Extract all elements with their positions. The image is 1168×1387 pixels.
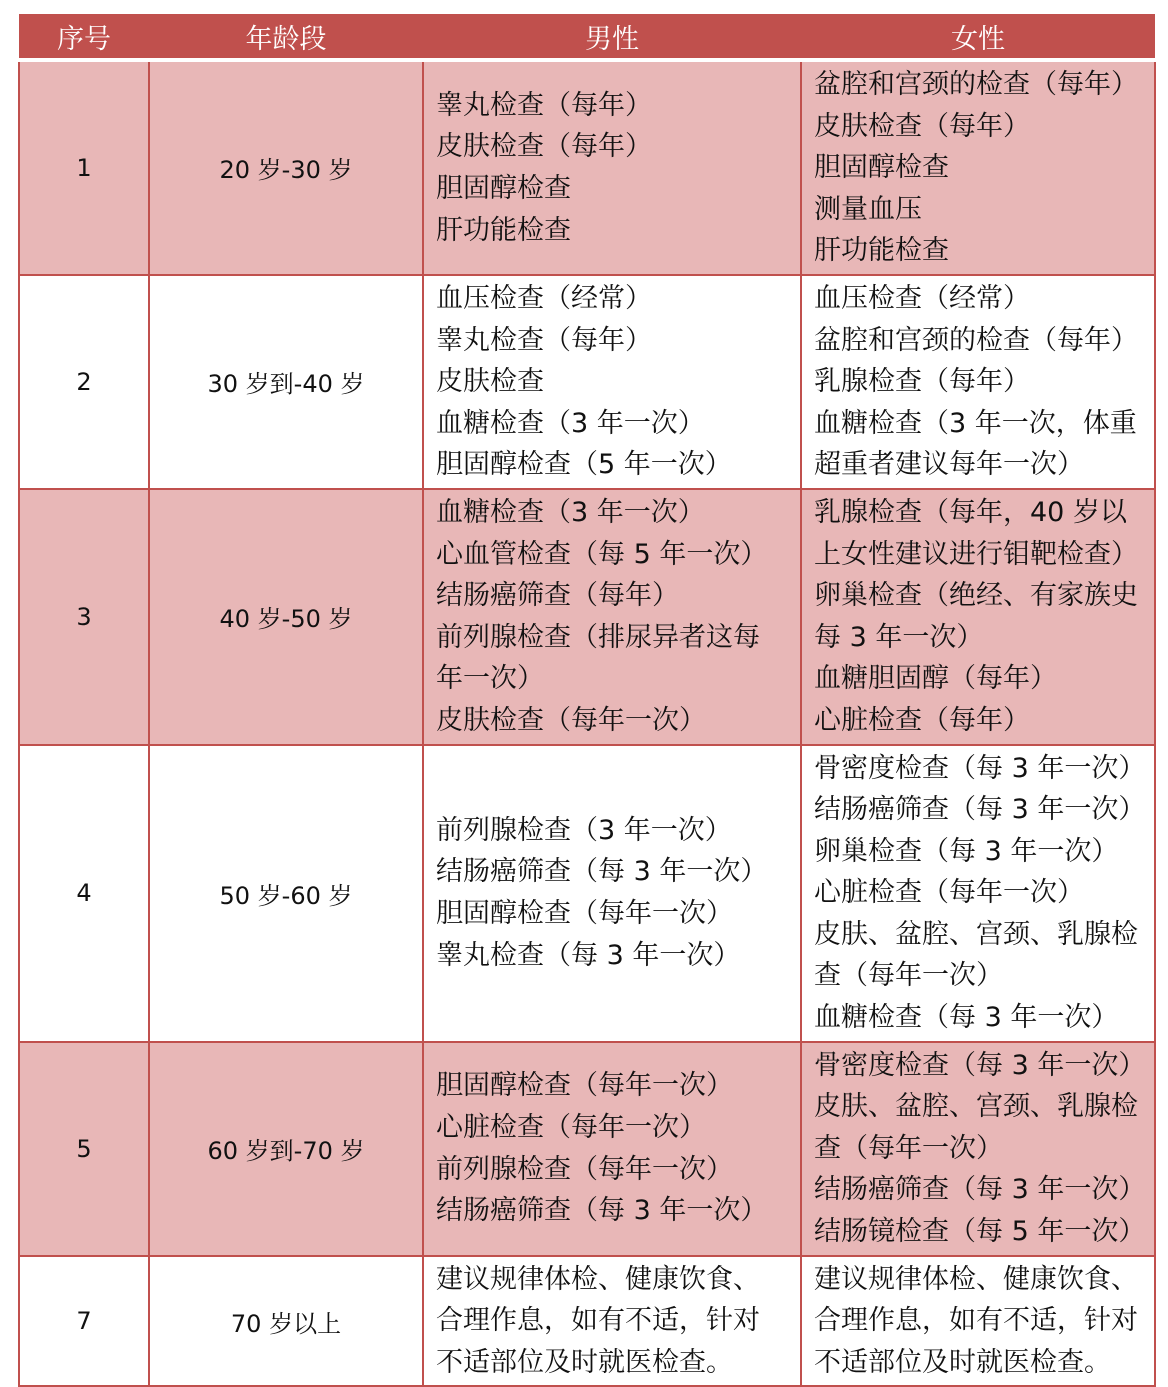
- check-item: 肝功能检查: [436, 214, 571, 246]
- row-number: 1: [19, 60, 149, 275]
- check-item: 年一次）: [436, 663, 544, 695]
- male-checks: [423, 1042, 801, 1256]
- check-item: 肝功能检查: [814, 235, 949, 267]
- check-item: 卵巢检查（绝经、有家族史: [814, 580, 1138, 612]
- check-item: 合理作息，如有不适，针对: [436, 1305, 760, 1337]
- check-item: 胆固醇检查: [436, 172, 571, 204]
- age-range: 40 岁-50 岁: [149, 489, 423, 745]
- table-body: [19, 60, 1155, 1386]
- check-item: 血糖检查（3 年一次）: [436, 407, 705, 439]
- table-row: [19, 275, 1155, 489]
- check-item: 皮肤检查（每年）: [436, 131, 652, 163]
- check-item: 不适部位及时就医检查。: [814, 1346, 1111, 1378]
- health-checkup-table: [18, 14, 1156, 1387]
- check-item: 骨密度检查（每 3 年一次）: [814, 1049, 1146, 1081]
- male-checks: [423, 745, 801, 1042]
- female-checks: [801, 1256, 1155, 1387]
- check-item: 皮肤、盆腔、宫颈、乳腺检: [814, 1091, 1138, 1123]
- male-checks: [423, 275, 801, 489]
- check-item: 胆固醇检查（每年一次）: [436, 1070, 733, 1102]
- check-item: 睾丸检查（每年）: [436, 324, 652, 356]
- check-item: 前列腺检查（每年一次）: [436, 1153, 733, 1185]
- check-item: 心脏检查（每年）: [814, 704, 1030, 736]
- male-checks: [423, 60, 801, 275]
- table-row: [19, 1256, 1155, 1387]
- age-range: 70 岁以上: [149, 1256, 423, 1387]
- check-item: 皮肤检查（每年）: [814, 110, 1030, 142]
- age-range: 30 岁到-40 岁: [149, 275, 423, 489]
- female-checks: [801, 275, 1155, 489]
- check-item: 建议规律体检、健康饮食、: [436, 1263, 760, 1295]
- check-item: 每 3 年一次）: [814, 621, 984, 653]
- check-item: 合理作息，如有不适，针对: [814, 1305, 1138, 1337]
- female-checks: [801, 489, 1155, 745]
- check-item: 心脏检查（每年一次）: [436, 1112, 706, 1144]
- check-item: 心血管检查（每 5 年一次）: [436, 538, 768, 570]
- check-item: 卵巢检查（每 3 年一次）: [814, 835, 1119, 867]
- check-item: 血糖检查（3 年一次，体重: [814, 407, 1137, 439]
- check-item: 血糖检查（每 3 年一次）: [814, 1002, 1119, 1034]
- check-item: 胆固醇检查（每年一次）: [436, 898, 733, 930]
- table-row: [19, 489, 1155, 745]
- check-item: 结肠癌筛查（每 3 年一次）: [814, 1174, 1146, 1206]
- table-row: [19, 1042, 1155, 1256]
- check-item: 睾丸检查（每 3 年一次）: [436, 939, 741, 971]
- check-item: 血糖胆固醇（每年）: [814, 663, 1057, 695]
- check-item: 乳腺检查（每年，40 岁以: [814, 496, 1127, 528]
- check-item: 胆固醇检查（5 年一次）: [436, 449, 732, 481]
- check-item: 皮肤检查: [436, 366, 544, 398]
- check-item: 测量血压: [814, 193, 922, 225]
- table-row: [19, 745, 1155, 1042]
- header-female: 女性: [801, 14, 1155, 60]
- header-male: 男性: [423, 14, 801, 60]
- check-item: 前列腺检查（3 年一次）: [436, 814, 732, 846]
- header-row: [19, 14, 1155, 60]
- age-range: 20 岁-30 岁: [149, 60, 423, 275]
- row-number: 2: [19, 275, 149, 489]
- row-number: 5: [19, 1042, 149, 1256]
- male-checks: [423, 489, 801, 745]
- check-item: 皮肤检查（每年一次）: [436, 704, 706, 736]
- check-item: 血糖检查（3 年一次）: [436, 496, 705, 528]
- check-item: 骨密度检查（每 3 年一次）: [814, 752, 1146, 784]
- row-number: 3: [19, 489, 149, 745]
- check-item: 血压检查（经常）: [436, 282, 652, 314]
- age-range: 50 岁-60 岁: [149, 745, 423, 1042]
- row-number: 4: [19, 745, 149, 1042]
- check-item: 查（每年一次）: [814, 1132, 1003, 1164]
- check-item: 盆腔和宫颈的检查（每年）: [814, 324, 1138, 356]
- check-item: 超重者建议每年一次）: [814, 449, 1084, 481]
- male-checks: [423, 1256, 801, 1387]
- header-age: 年龄段: [149, 14, 423, 60]
- table-row: [19, 60, 1155, 275]
- check-item: 胆固醇检查: [814, 152, 949, 184]
- check-item: 不适部位及时就医检查。: [436, 1346, 733, 1378]
- check-item: 结肠癌筛查（每 3 年一次）: [436, 1195, 768, 1227]
- check-item: 结肠镜检查（每 5 年一次）: [814, 1216, 1146, 1248]
- header-no: 序号: [19, 14, 149, 60]
- female-checks: [801, 60, 1155, 275]
- health-checkup-table-container: [18, 14, 1154, 1387]
- table-header: [19, 14, 1155, 60]
- check-item: 血压检查（经常）: [814, 282, 1030, 314]
- check-item: 盆腔和宫颈的检查（每年）: [814, 69, 1138, 100]
- check-item: 前列腺检查（排尿异者这每: [436, 621, 760, 653]
- check-item: 睾丸检查（每年）: [436, 89, 652, 121]
- check-item: 结肠癌筛查（每年）: [436, 580, 679, 612]
- check-item: 结肠癌筛查（每 3 年一次）: [436, 856, 768, 888]
- check-item: 上女性建议进行钼靶检查）: [814, 538, 1138, 570]
- row-number: 7: [19, 1256, 149, 1387]
- check-item: 查（每年一次）: [814, 960, 1003, 992]
- check-item: 结肠癌筛查（每 3 年一次）: [814, 794, 1146, 826]
- check-item: 心脏检查（每年一次）: [814, 877, 1084, 909]
- female-checks: [801, 1042, 1155, 1256]
- female-checks: [801, 745, 1155, 1042]
- age-range: 60 岁到-70 岁: [149, 1042, 423, 1256]
- check-item: 建议规律体检、健康饮食、: [814, 1263, 1138, 1295]
- check-item: 皮肤、盆腔、宫颈、乳腺检: [814, 918, 1138, 950]
- check-item: 乳腺检查（每年）: [814, 366, 1030, 398]
